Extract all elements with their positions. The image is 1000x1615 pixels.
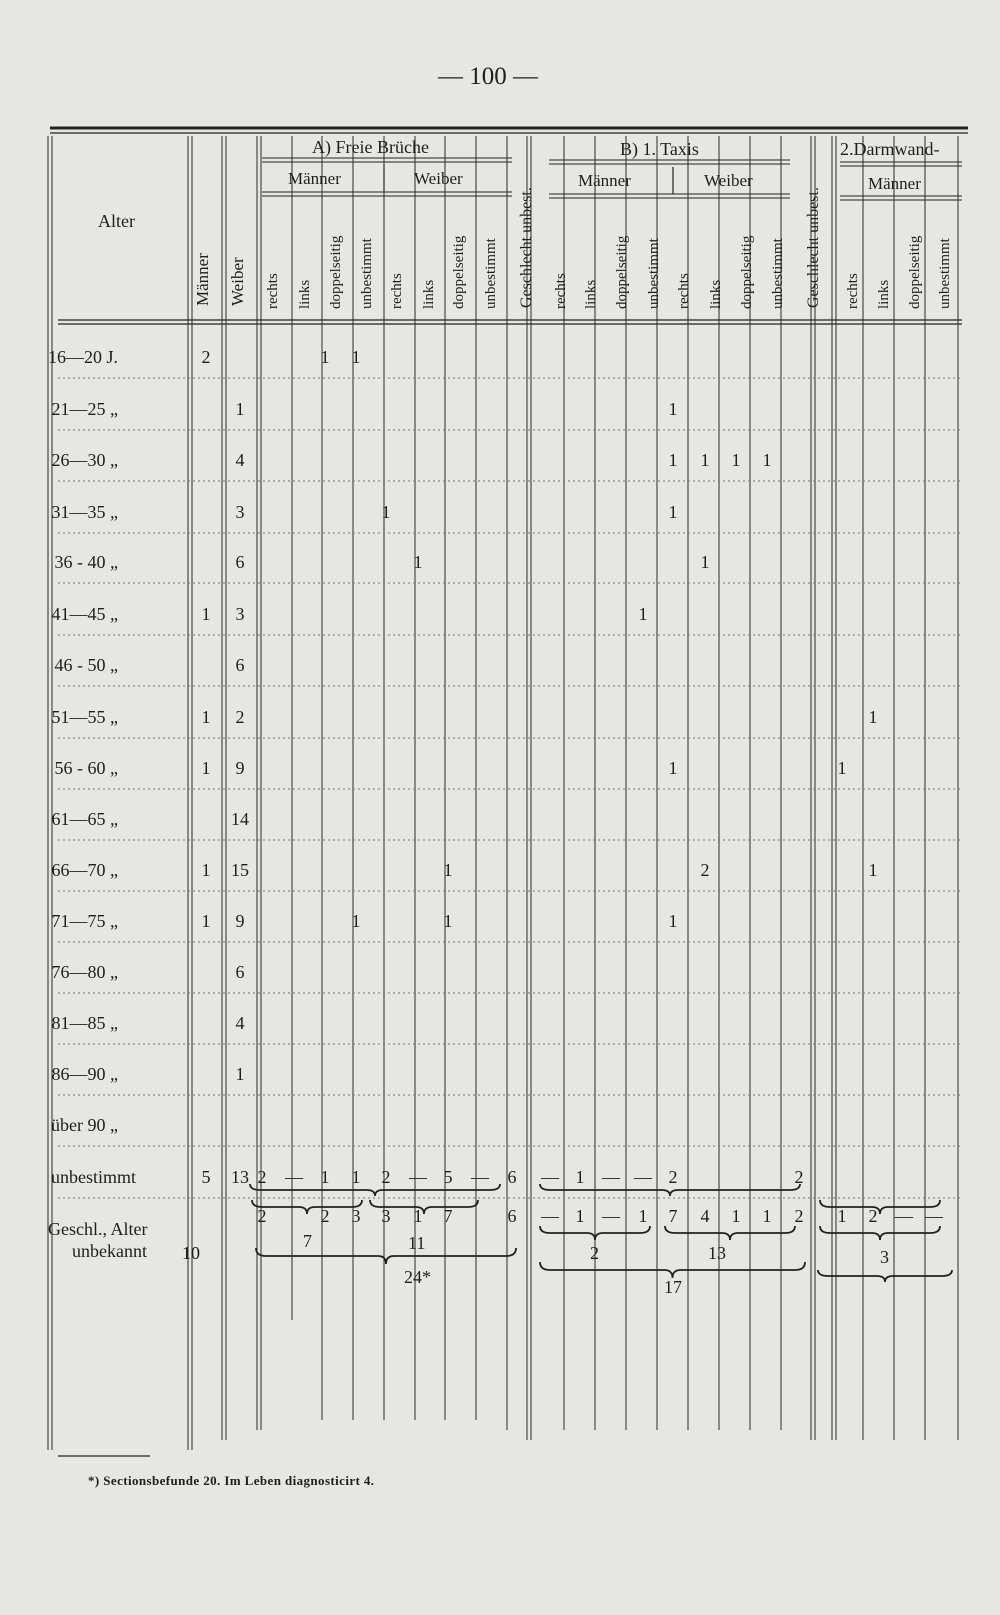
b-weiber-sum: 13	[708, 1243, 726, 1263]
cell-a-2: 1	[320, 347, 330, 367]
subheader-b-rechts: rechts	[676, 273, 692, 309]
cell-a-8: 6	[507, 1167, 517, 1187]
cell-b-6: 1	[731, 450, 741, 470]
row-age-label: 21—25 „	[51, 399, 118, 419]
footnote: *) Sectionsbefunde 20. Im Leben diagnosticirt 4.	[88, 1473, 375, 1488]
row-age-label: 16—20 J.	[47, 347, 118, 367]
cell-maenner-total: 1	[201, 911, 211, 931]
subheader-b-rechts: rechts	[553, 273, 569, 309]
totals-cell-c-2: —	[895, 1206, 913, 1226]
cell-a-0: 2	[257, 1167, 267, 1187]
cell-a-4: 1	[381, 502, 391, 522]
totals-cell-b-1: 1	[575, 1206, 585, 1226]
subheader-b-unbestimmt: unbestimmt	[770, 238, 786, 309]
page-number: — 100 —	[438, 63, 538, 90]
b-maenner-sum: 2	[590, 1243, 599, 1263]
group-a-maenner: Männer	[288, 169, 341, 188]
cell-a-3: 1	[351, 911, 361, 931]
subheader-a-unbestimmt: unbestimmt	[483, 238, 499, 309]
a-weiber-sum: 11	[408, 1233, 426, 1253]
cell-b-3: —	[634, 1167, 652, 1187]
subheader-b-doppelseitig: doppelseitig	[614, 235, 630, 309]
group-b-maenner: Männer	[578, 171, 631, 190]
totals-cell-b-0: —	[541, 1206, 559, 1226]
cell-a-3: 1	[351, 1167, 361, 1187]
cell-b-2: —	[602, 1167, 620, 1187]
group-c-title: 2.Darmwand-	[840, 139, 940, 159]
row-age-label: 61—65 „	[51, 809, 118, 829]
cell-weiber-total: 15	[231, 860, 249, 880]
cell-b-1: 1	[575, 1167, 585, 1187]
totals-cell-c-1: 2	[868, 1206, 878, 1226]
cell-a-3: 1	[351, 347, 361, 367]
header-alter: Alter	[98, 211, 135, 231]
row-age-label: 56 - 60 „	[54, 758, 118, 778]
subheader-a-links: links	[297, 279, 313, 309]
totals-cell-b-7: 1	[762, 1206, 772, 1226]
totals-cell-c-0: 1	[837, 1206, 847, 1226]
totals-cell-b-3: 1	[638, 1206, 648, 1226]
cell-weiber-total: 3	[235, 502, 245, 522]
subheader-c-links: links	[876, 279, 892, 309]
cell-weiber-total: 2	[235, 707, 245, 727]
cell-a-6: 5	[443, 1167, 453, 1187]
cell-maenner-total: 2	[201, 347, 211, 367]
cell-b-8: 2	[794, 1167, 804, 1187]
header-geschlecht-unbest-a: Geschlecht unbest.	[518, 187, 535, 308]
cell-weiber-total: 13	[231, 1167, 249, 1187]
subheader-a-rechts: rechts	[265, 273, 281, 309]
cell-b-7: 1	[762, 450, 772, 470]
cell-b-5: 1	[700, 450, 710, 470]
cell-a-6: 1	[443, 860, 453, 880]
row-age-label: 31—35 „	[51, 502, 118, 522]
row-age-label: 41—45 „	[51, 604, 118, 624]
totals-cell-b-6: 1	[731, 1206, 741, 1226]
subheader-b-links: links	[708, 279, 724, 309]
subheader-a-doppelseitig: doppelseitig	[328, 235, 344, 309]
cell-weiber-total: 9	[235, 758, 245, 778]
totals-cell-a-2: 2	[320, 1206, 330, 1226]
cell-a-6: 1	[443, 911, 453, 931]
group-a-title: A) Freie Brüche	[312, 137, 429, 157]
totals-cell-a-6: 7	[443, 1206, 453, 1226]
row-age-label: 76—80 „	[51, 962, 118, 982]
header-weiber-total: Weiber	[228, 257, 247, 306]
totals-cell-b-5: 4	[700, 1206, 710, 1226]
subheader-b-unbestimmt: unbestimmt	[646, 238, 662, 309]
row-age-label: unbestimmt	[51, 1167, 136, 1187]
a-total: 24*	[404, 1267, 431, 1287]
cell-b-4: 1	[668, 399, 678, 419]
row-age-label: 51—55 „	[51, 707, 118, 727]
row-age-label: 46 - 50 „	[54, 655, 118, 675]
cell-weiber-total: 6	[235, 962, 245, 982]
cell-weiber-total: 1	[235, 399, 245, 419]
row-age-label: 66—70 „	[51, 860, 118, 880]
cell-b-3: 1	[638, 604, 648, 624]
cell-weiber-total: 4	[235, 450, 245, 470]
header-geschlecht-unbest-b: Geschlecht unbest.	[805, 187, 822, 308]
cell-b-5: 2	[700, 860, 710, 880]
subheader-a-doppelseitig: doppelseitig	[451, 235, 467, 309]
cell-c-0: 1	[837, 758, 847, 778]
cell-weiber-total: 6	[235, 655, 245, 675]
totals-cell-b-2: —	[602, 1206, 620, 1226]
totals-maenner: 10	[182, 1243, 200, 1263]
c-maenner-sum: 3	[880, 1247, 889, 1267]
subheader-a-unbestimmt: unbestimmt	[359, 238, 375, 309]
cell-a-4: 2	[381, 1167, 391, 1187]
cell-a-5: —	[409, 1167, 427, 1187]
totals-cell-b-4: 7	[668, 1206, 678, 1226]
group-c-maenner: Männer	[868, 174, 921, 193]
subheader-b-links: links	[583, 279, 599, 309]
cell-b-5: 1	[700, 552, 710, 572]
cell-c-1: 1	[868, 707, 878, 727]
totals-cell-a-8: 6	[507, 1206, 517, 1226]
subheader-c-rechts: rechts	[845, 273, 861, 309]
cell-weiber-total: 3	[235, 604, 245, 624]
totals-cell-a-4: 3	[381, 1206, 391, 1226]
totals-cell-c-3: —	[925, 1206, 943, 1226]
cell-weiber-total: 14	[231, 809, 249, 829]
b-total: 17	[664, 1277, 682, 1297]
cell-a-1: —	[285, 1167, 303, 1187]
totals-cell-a-3: 3	[351, 1206, 361, 1226]
cell-weiber-total: 1	[235, 1064, 245, 1084]
footnote-rule	[58, 1454, 258, 1460]
cell-b-0: —	[541, 1167, 559, 1187]
cell-maenner-total: 1	[201, 707, 211, 727]
row-age-label: 26—30 „	[51, 450, 118, 470]
cell-maenner-total: 1	[201, 604, 211, 624]
cell-b-4: 1	[668, 502, 678, 522]
row-age-label: 81—85 „	[51, 1013, 118, 1033]
cell-c-1: 1	[868, 860, 878, 880]
totals-cell-a-0: 2	[257, 1206, 267, 1226]
cell-maenner-total: 5	[201, 1167, 211, 1187]
row-age-label: 71—75 „	[51, 911, 118, 931]
cell-weiber-total: 6	[235, 552, 245, 572]
subheader-b-doppelseitig: doppelseitig	[739, 235, 755, 309]
a-maenner-sum: 7	[303, 1231, 312, 1251]
subheader-a-links: links	[421, 279, 437, 309]
subheader-c-unbestimmt: unbestimmt	[937, 238, 953, 309]
cell-maenner-total: 1	[201, 758, 211, 778]
totals-cell-b-8: 2	[794, 1206, 804, 1226]
header-maenner-total: Männer	[193, 253, 212, 306]
totals-label-line1: Geschl., Alter	[48, 1219, 148, 1239]
group-b-title: B) 1. Taxis	[620, 139, 699, 159]
cell-a-2: 1	[320, 1167, 330, 1187]
cell-b-4: 1	[668, 450, 678, 470]
cell-weiber-total: 9	[235, 911, 245, 931]
group-b-weiber: Weiber	[704, 171, 753, 190]
row-age-label: über 90 „	[51, 1115, 118, 1135]
cell-b-4: 2	[668, 1167, 678, 1187]
cell-a-7: —	[471, 1167, 489, 1187]
cell-weiber-total: 4	[235, 1013, 245, 1033]
cell-b-4: 1	[668, 911, 678, 931]
group-a-weiber: Weiber	[414, 169, 463, 188]
subheader-c-doppelseitig: doppelseitig	[907, 235, 923, 309]
row-age-label: 86—90 „	[51, 1064, 118, 1084]
totals-label-line2: unbekannt	[72, 1241, 147, 1261]
cell-a-5: 1	[413, 552, 423, 572]
cell-maenner-total: 1	[201, 860, 211, 880]
row-age-label: 36 - 40 „	[54, 552, 118, 572]
totals-cell-a-5: 1	[413, 1206, 423, 1226]
subheader-a-rechts: rechts	[389, 273, 405, 309]
cell-b-4: 1	[668, 758, 678, 778]
